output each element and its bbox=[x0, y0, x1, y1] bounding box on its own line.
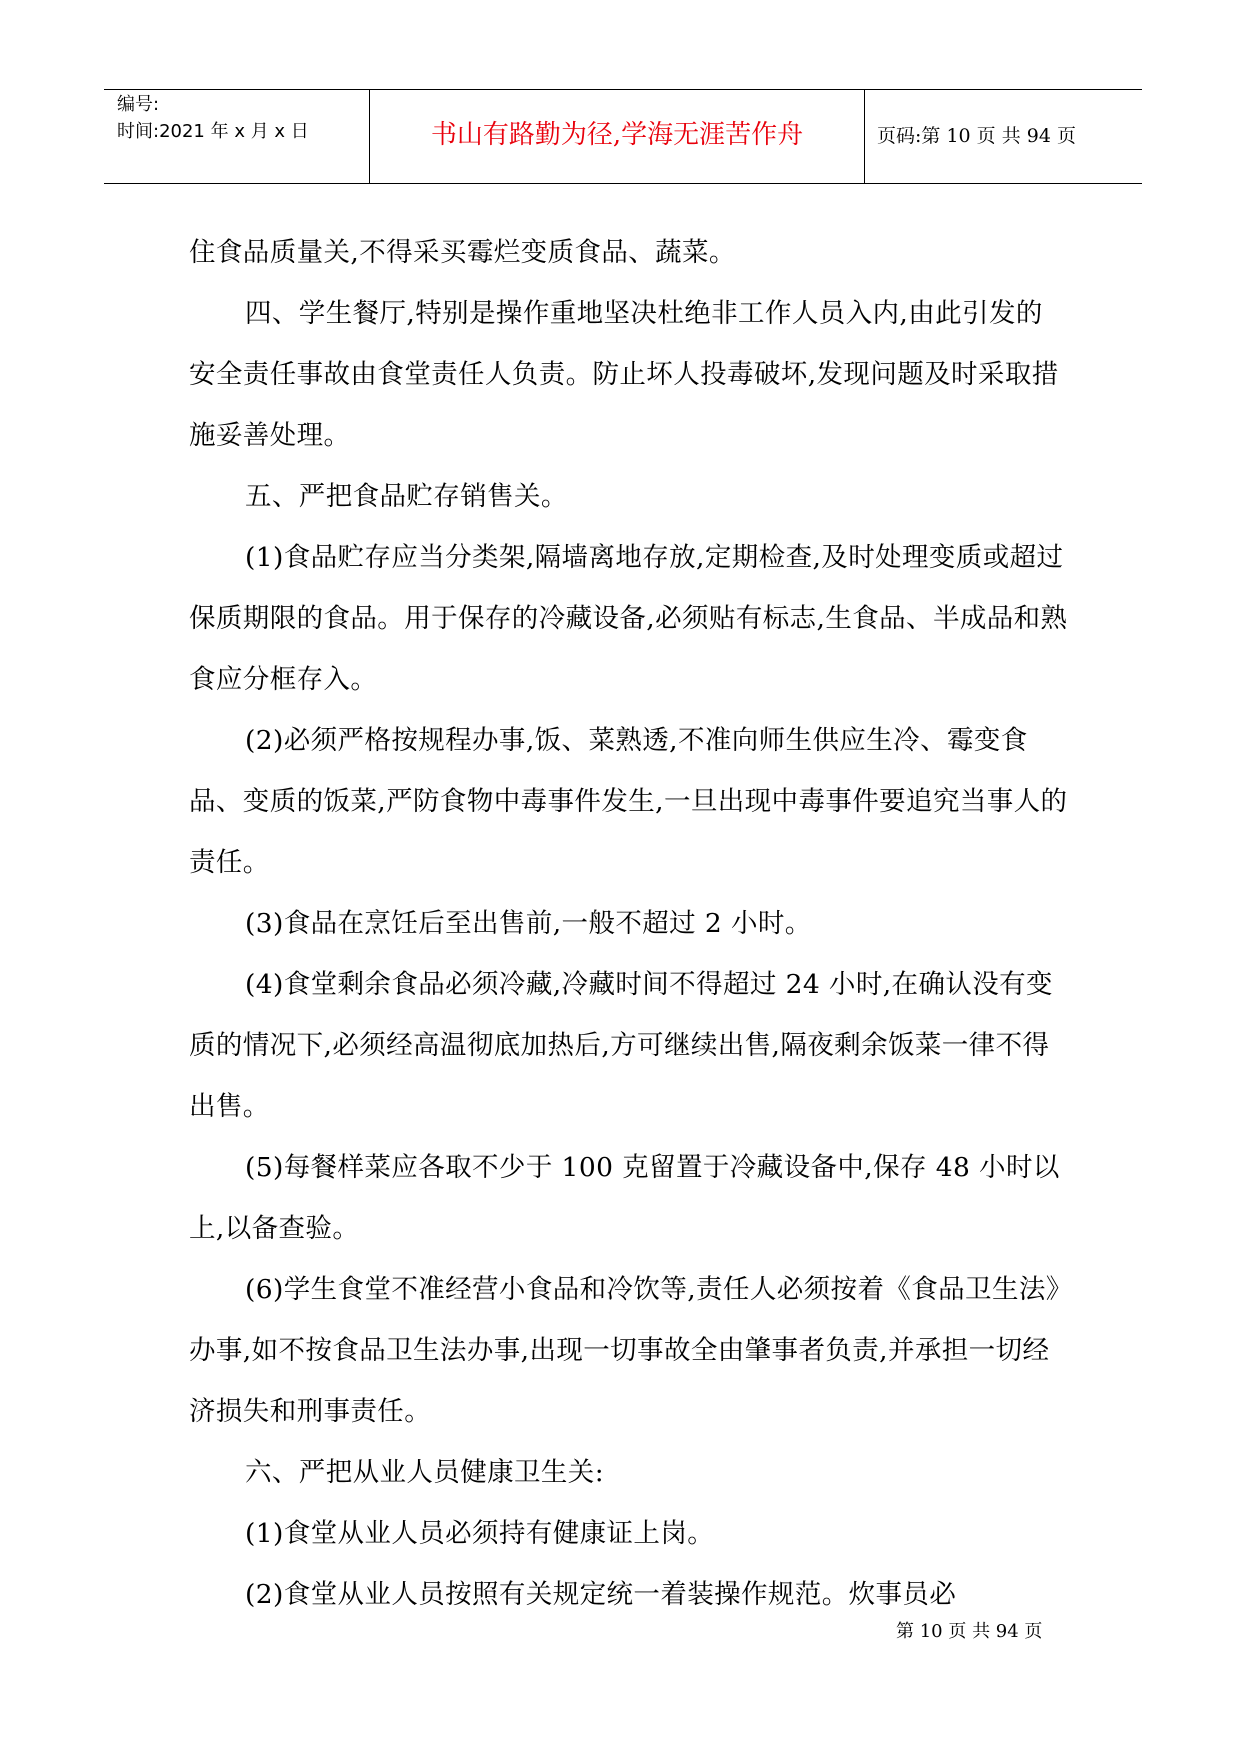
body-paragraph: 住食品质量关,不得采买霉烂变质食品、蔬菜。 bbox=[189, 237, 736, 268]
date-label: 时间:2021 年 x 月 x 日 bbox=[117, 121, 309, 142]
body-paragraph: 五、严把食品贮存销售关。 bbox=[245, 481, 568, 512]
header-page-cell bbox=[864, 90, 1142, 183]
doc-number-label: 编号: bbox=[117, 94, 160, 115]
header-page-code: 页码:第 10 页 共 94 页 bbox=[877, 125, 1076, 147]
body-paragraph: (6)学生食堂不准经营小食品和冷饮等,责任人必须按着《食品卫生法》办事,如不按食品卫生法办事,出现一切事故全由肇事者负责,并承担一切经济损失和刑事责任。 bbox=[189, 1274, 1060, 1427]
header-motto-cell bbox=[369, 90, 865, 183]
body-paragraph: (2)食堂从业人员按照有关规定统一着装操作规范。炊事员必 bbox=[245, 1579, 957, 1610]
body-paragraph: 四、学生餐厅,特别是操作重地坚决杜绝非工作人员入内,由此引发的安全责任事故由食堂责任人负责。防止坏人投毒破坏,发现问题及时采取措施妥善处理。 bbox=[189, 298, 1059, 451]
header-meta-cell bbox=[104, 90, 369, 183]
footer-page-number: 第 10 页 共 94 页 bbox=[896, 1621, 1043, 1642]
body-paragraph: 六、严把从业人员健康卫生关: bbox=[245, 1457, 605, 1488]
header-motto: 书山有路勤为径,学海无涯苦作舟 bbox=[430, 120, 804, 150]
document-body bbox=[189, 222, 1069, 1625]
body-paragraph: (5)每餐样菜应各取不少于 100 克留置于冷藏设备中,保存 48 小时以上,以备查验。 bbox=[189, 1152, 1060, 1244]
page-header bbox=[104, 89, 1142, 184]
body-paragraph: (3)食品在烹饪后至出售前,一般不超过 2 小时。 bbox=[245, 908, 812, 939]
body-paragraph: (2)必须严格按规程办事,饭、菜熟透,不准向师生供应生冷、霉变食品、变质的饭菜,严防食物中毒事件发生,一旦出现中毒事件要追究当事人的责任。 bbox=[189, 725, 1068, 878]
body-paragraph: (1)食堂从业人员必须持有健康证上岗。 bbox=[245, 1518, 715, 1549]
body-paragraph: (1)食品贮存应当分类架,隔墙离地存放,定期检查,及时处理变质或超过保质期限的食品。用于保存的冷藏设备,必须贴有标志,生食品、半成品和熟食应分框存入。 bbox=[189, 542, 1068, 695]
body-paragraph: (4)食堂剩余食品必须冷藏,冷藏时间不得超过 24 小时,在确认没有变质的情况下,必须经高温彻底加热后,方可继续出售,隔夜剩余饭菜一律不得出售。 bbox=[189, 969, 1053, 1122]
